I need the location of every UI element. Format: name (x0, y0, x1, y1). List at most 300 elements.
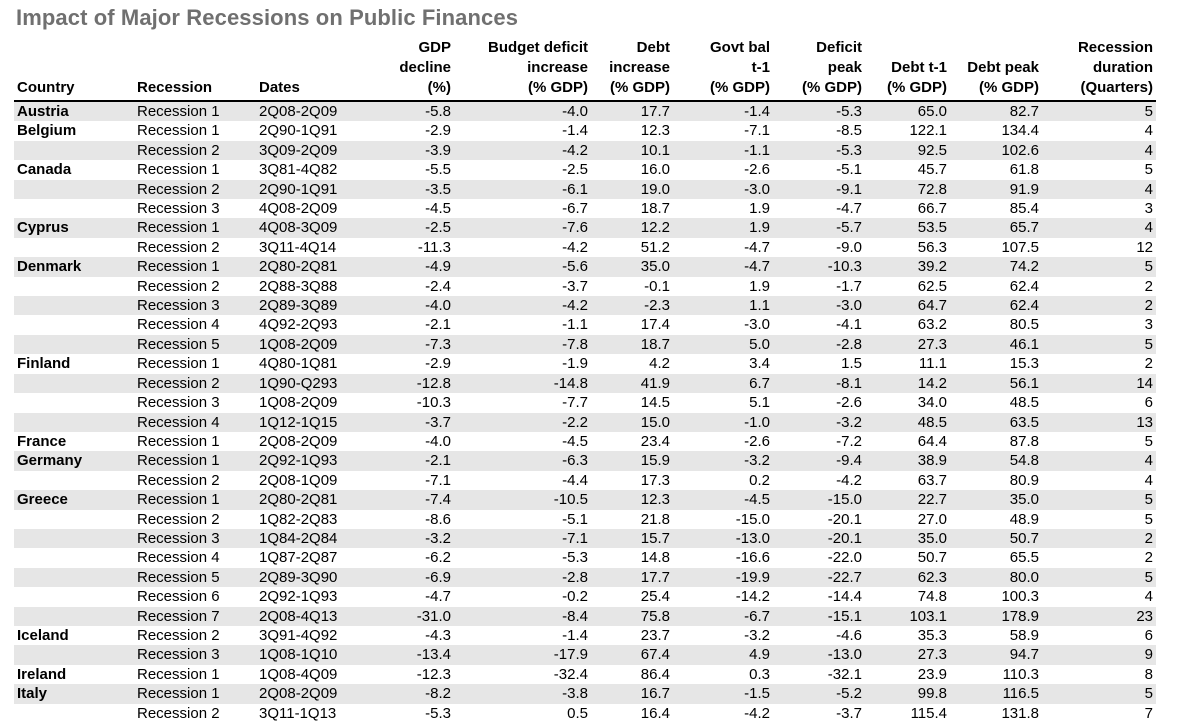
table-row (14, 684, 1156, 703)
table-row (14, 277, 1156, 296)
value-cell: 134.4 (950, 121, 1042, 140)
value-cell: -2.6 (773, 393, 865, 412)
value-cell: -6.2 (374, 548, 454, 567)
value-cell: -1.1 (673, 141, 773, 160)
value-cell: 4.9 (673, 645, 773, 664)
value-cell: -9.1 (773, 180, 865, 199)
country-cell (14, 548, 134, 567)
column-header-line: Dates (259, 79, 300, 96)
dates-cell: 4Q08-2Q09 (256, 199, 374, 218)
value-cell: 2 (1042, 296, 1156, 315)
table-row (14, 510, 1156, 529)
recession-cell: Recession 2 (134, 277, 256, 296)
value-cell: 12 (1042, 238, 1156, 257)
country-cell: Finland (14, 354, 134, 373)
table-row (14, 471, 1156, 490)
dates-cell: 1Q08-2Q09 (256, 393, 374, 412)
value-cell: -2.6 (673, 160, 773, 179)
recession-cell: Recession 3 (134, 645, 256, 664)
country-cell (14, 238, 134, 257)
value-cell: -2.9 (374, 354, 454, 373)
recession-cell: Recession 6 (134, 587, 256, 606)
value-cell: -14.8 (454, 374, 591, 393)
value-cell: -4.5 (454, 432, 591, 451)
value-cell: -3.2 (673, 626, 773, 645)
value-cell: -7.1 (374, 471, 454, 490)
value-cell: -3.7 (773, 704, 865, 723)
value-cell: 110.3 (950, 665, 1042, 684)
header-row (14, 38, 1156, 101)
value-cell: -17.9 (454, 645, 591, 664)
value-cell: 63.7 (865, 471, 950, 490)
table-row (14, 335, 1156, 354)
table-row (14, 451, 1156, 470)
recession-cell: Recession 1 (134, 160, 256, 179)
recession-cell: Recession 2 (134, 471, 256, 490)
recession-cell: Recession 1 (134, 432, 256, 451)
country-cell: Belgium (14, 121, 134, 140)
value-cell: 38.9 (865, 451, 950, 470)
value-cell: -3.7 (374, 413, 454, 432)
value-cell: 86.4 (591, 665, 673, 684)
value-cell: 64.7 (865, 296, 950, 315)
country-cell (14, 315, 134, 334)
value-cell: -12.3 (374, 665, 454, 684)
value-cell: -9.0 (773, 238, 865, 257)
value-cell: -4.2 (454, 296, 591, 315)
value-cell: -5.6 (454, 257, 591, 276)
value-cell: 61.8 (950, 160, 1042, 179)
value-cell: 131.8 (950, 704, 1042, 723)
value-cell: 18.7 (591, 335, 673, 354)
dates-cell: 1Q08-1Q10 (256, 645, 374, 664)
value-cell: 64.4 (865, 432, 950, 451)
value-cell: 48.5 (865, 413, 950, 432)
value-cell: -6.3 (454, 451, 591, 470)
column-header-line: (% GDP) (979, 79, 1039, 96)
value-cell: -3.2 (673, 451, 773, 470)
value-cell: 9 (1042, 645, 1156, 664)
value-cell: 0.3 (673, 665, 773, 684)
column-header-line: (% GDP) (802, 79, 862, 96)
dates-cell: 4Q92-2Q93 (256, 315, 374, 334)
value-cell: 23.4 (591, 432, 673, 451)
column-header-line: (% GDP) (610, 79, 670, 96)
column-header-line: (%) (427, 79, 451, 96)
value-cell: -6.7 (454, 199, 591, 218)
country-cell: Iceland (14, 626, 134, 645)
value-cell: 2 (1042, 277, 1156, 296)
value-cell: 14.2 (865, 374, 950, 393)
value-cell: -20.1 (773, 510, 865, 529)
column-header-line: Deficit (816, 39, 862, 56)
dates-cell: 1Q87-2Q87 (256, 548, 374, 567)
table-row (14, 704, 1156, 723)
value-cell: 116.5 (950, 684, 1042, 703)
value-cell: 11.1 (865, 354, 950, 373)
value-cell: -15.1 (773, 607, 865, 626)
table-row (14, 529, 1156, 548)
recession-cell: Recession 3 (134, 393, 256, 412)
value-cell: 16.0 (591, 160, 673, 179)
table-row (14, 645, 1156, 664)
country-cell (14, 277, 134, 296)
dates-cell: 1Q90-Q293 (256, 374, 374, 393)
value-cell: 50.7 (950, 529, 1042, 548)
country-cell: Canada (14, 160, 134, 179)
value-cell: -6.7 (673, 607, 773, 626)
value-cell: 56.3 (865, 238, 950, 257)
value-cell: -4.2 (454, 238, 591, 257)
value-cell: 14 (1042, 374, 1156, 393)
value-cell: 2 (1042, 354, 1156, 373)
value-cell: 23 (1042, 607, 1156, 626)
value-cell: 46.1 (950, 335, 1042, 354)
recession-cell: Recession 4 (134, 413, 256, 432)
dates-cell: 1Q82-2Q83 (256, 510, 374, 529)
value-cell: 1.1 (673, 296, 773, 315)
country-cell: Italy (14, 684, 134, 703)
value-cell: 56.1 (950, 374, 1042, 393)
recession-cell: Recession 1 (134, 121, 256, 140)
value-cell: 17.4 (591, 315, 673, 334)
value-cell: 16.4 (591, 704, 673, 723)
recession-cell: Recession 7 (134, 607, 256, 626)
value-cell: 35.0 (591, 257, 673, 276)
dates-cell: 3Q11-1Q13 (256, 704, 374, 723)
dates-cell: 2Q92-1Q93 (256, 587, 374, 606)
dates-cell: 1Q12-1Q15 (256, 413, 374, 432)
value-cell: 82.7 (950, 101, 1042, 121)
recession-cell: Recession 2 (134, 238, 256, 257)
column-header-line: Debt t-1 (891, 59, 947, 76)
dates-cell: 4Q08-3Q09 (256, 218, 374, 237)
value-cell: -19.9 (673, 568, 773, 587)
table-row (14, 238, 1156, 257)
value-cell: -20.1 (773, 529, 865, 548)
value-cell: 0.5 (454, 704, 591, 723)
recession-cell: Recession 2 (134, 626, 256, 645)
table-row (14, 315, 1156, 334)
value-cell: 54.8 (950, 451, 1042, 470)
value-cell: 1.9 (673, 277, 773, 296)
value-cell: 92.5 (865, 141, 950, 160)
value-cell: -7.7 (454, 393, 591, 412)
value-cell: -1.4 (673, 101, 773, 121)
value-cell: -1.5 (673, 684, 773, 703)
column-header (374, 38, 454, 101)
value-cell: -5.2 (773, 684, 865, 703)
value-cell: -2.4 (374, 277, 454, 296)
column-header-line: Recession (137, 79, 213, 96)
value-cell: -7.4 (374, 490, 454, 509)
value-cell: 87.8 (950, 432, 1042, 451)
value-cell: -13.0 (673, 529, 773, 548)
value-cell: 10.1 (591, 141, 673, 160)
value-cell: -7.6 (454, 218, 591, 237)
table-row (14, 141, 1156, 160)
value-cell: 5 (1042, 335, 1156, 354)
recession-cell: Recession 1 (134, 665, 256, 684)
table-row (14, 548, 1156, 567)
value-cell: 35.0 (865, 529, 950, 548)
table-row (14, 587, 1156, 606)
value-cell: -5.3 (773, 141, 865, 160)
value-cell: 58.9 (950, 626, 1042, 645)
value-cell: -3.8 (454, 684, 591, 703)
recession-cell: Recession 2 (134, 180, 256, 199)
recession-cell: Recession 3 (134, 199, 256, 218)
value-cell: 39.2 (865, 257, 950, 276)
dates-cell: 1Q84-2Q84 (256, 529, 374, 548)
value-cell: -14.2 (673, 587, 773, 606)
column-header (773, 38, 865, 101)
value-cell: 4 (1042, 141, 1156, 160)
column-header-line: duration (1093, 59, 1153, 76)
value-cell: 23.9 (865, 665, 950, 684)
value-cell: 107.5 (950, 238, 1042, 257)
country-cell: Cyprus (14, 218, 134, 237)
value-cell: 12.3 (591, 121, 673, 140)
value-cell: -13.4 (374, 645, 454, 664)
value-cell: 21.8 (591, 510, 673, 529)
value-cell: -2.5 (374, 218, 454, 237)
table-row (14, 413, 1156, 432)
recession-cell: Recession 2 (134, 704, 256, 723)
value-cell: 5 (1042, 257, 1156, 276)
value-cell: -8.5 (773, 121, 865, 140)
value-cell: 19.0 (591, 180, 673, 199)
recession-cell: Recession 1 (134, 257, 256, 276)
value-cell: 74.2 (950, 257, 1042, 276)
value-cell: -22.0 (773, 548, 865, 567)
value-cell: 14.8 (591, 548, 673, 567)
column-header-line: (% GDP) (710, 79, 770, 96)
column-header-line: (% GDP) (528, 79, 588, 96)
country-cell (14, 645, 134, 664)
value-cell: 63.5 (950, 413, 1042, 432)
value-cell: -2.8 (454, 568, 591, 587)
table-row (14, 393, 1156, 412)
value-cell: -5.8 (374, 101, 454, 121)
value-cell: 22.7 (865, 490, 950, 509)
value-cell: 35.0 (950, 490, 1042, 509)
value-cell: -2.5 (454, 160, 591, 179)
value-cell: 66.7 (865, 199, 950, 218)
column-header-line: GDP (418, 39, 451, 56)
dates-cell: 3Q11-4Q14 (256, 238, 374, 257)
value-cell: -32.4 (454, 665, 591, 684)
value-cell: 5.1 (673, 393, 773, 412)
country-cell (14, 510, 134, 529)
value-cell: 3 (1042, 315, 1156, 334)
table-row (14, 121, 1156, 140)
value-cell: -16.6 (673, 548, 773, 567)
column-header-line: (% GDP) (887, 79, 947, 96)
dates-cell: 2Q08-4Q13 (256, 607, 374, 626)
country-cell: Denmark (14, 257, 134, 276)
column-header (14, 38, 134, 101)
value-cell: 5 (1042, 568, 1156, 587)
value-cell: -9.4 (773, 451, 865, 470)
column-header (134, 38, 256, 101)
value-cell: -7.2 (773, 432, 865, 451)
value-cell: -3.7 (454, 277, 591, 296)
recession-cell: Recession 2 (134, 374, 256, 393)
value-cell: -7.3 (374, 335, 454, 354)
value-cell: -8.4 (454, 607, 591, 626)
table-row (14, 160, 1156, 179)
table-row (14, 665, 1156, 684)
column-header-line: Debt (636, 39, 670, 56)
recession-cell: Recession 1 (134, 354, 256, 373)
country-cell (14, 141, 134, 160)
column-header (950, 38, 1042, 101)
value-cell: -5.7 (773, 218, 865, 237)
value-cell: -22.7 (773, 568, 865, 587)
value-cell: 3.4 (673, 354, 773, 373)
recession-cell: Recession 1 (134, 684, 256, 703)
value-cell: -1.4 (454, 626, 591, 645)
value-cell: 2 (1042, 548, 1156, 567)
dates-cell: 3Q81-4Q82 (256, 160, 374, 179)
value-cell: 103.1 (865, 607, 950, 626)
value-cell: -6.9 (374, 568, 454, 587)
value-cell: 4.2 (591, 354, 673, 373)
dates-cell: 2Q80-2Q81 (256, 257, 374, 276)
country-cell (14, 296, 134, 315)
dates-cell: 3Q91-4Q92 (256, 626, 374, 645)
country-cell: Greece (14, 490, 134, 509)
value-cell: 5.0 (673, 335, 773, 354)
country-cell (14, 471, 134, 490)
value-cell: -4.2 (454, 141, 591, 160)
dates-cell: 3Q09-2Q09 (256, 141, 374, 160)
recession-cell: Recession 3 (134, 296, 256, 315)
value-cell: 91.9 (950, 180, 1042, 199)
value-cell: -2.8 (773, 335, 865, 354)
value-cell: 62.4 (950, 277, 1042, 296)
country-cell (14, 529, 134, 548)
value-cell: 18.7 (591, 199, 673, 218)
value-cell: 6 (1042, 626, 1156, 645)
value-cell: -4.1 (773, 315, 865, 334)
table-row (14, 490, 1156, 509)
table-row (14, 607, 1156, 626)
dates-cell: 4Q80-1Q81 (256, 354, 374, 373)
value-cell: -1.4 (454, 121, 591, 140)
dates-cell: 2Q80-2Q81 (256, 490, 374, 509)
value-cell: 99.8 (865, 684, 950, 703)
page-title: Impact of Major Recessions on Public Finances (16, 5, 519, 30)
value-cell: -3.5 (374, 180, 454, 199)
recession-cell: Recession 1 (134, 218, 256, 237)
value-cell: -4.0 (374, 296, 454, 315)
value-cell: 48.9 (950, 510, 1042, 529)
value-cell: -10.3 (374, 393, 454, 412)
value-cell: -4.5 (673, 490, 773, 509)
value-cell: -5.3 (773, 101, 865, 121)
dates-cell: 2Q08-2Q09 (256, 432, 374, 451)
value-cell: -10.5 (454, 490, 591, 509)
value-cell: 80.5 (950, 315, 1042, 334)
dates-cell: 2Q92-1Q93 (256, 451, 374, 470)
value-cell: 48.5 (950, 393, 1042, 412)
value-cell: 27.3 (865, 335, 950, 354)
country-cell (14, 413, 134, 432)
value-cell: 3 (1042, 199, 1156, 218)
value-cell: 13 (1042, 413, 1156, 432)
value-cell: 53.5 (865, 218, 950, 237)
value-cell: 5 (1042, 684, 1156, 703)
value-cell: -32.1 (773, 665, 865, 684)
country-cell (14, 587, 134, 606)
value-cell: 85.4 (950, 199, 1042, 218)
table-row (14, 180, 1156, 199)
value-cell: 74.8 (865, 587, 950, 606)
value-cell: -14.4 (773, 587, 865, 606)
value-cell: 41.9 (591, 374, 673, 393)
column-header-line: Recession (1077, 39, 1153, 56)
value-cell: 75.8 (591, 607, 673, 626)
value-cell: -0.1 (591, 277, 673, 296)
column-header (865, 38, 950, 101)
value-cell: -2.1 (374, 451, 454, 470)
table-row (14, 218, 1156, 237)
country-cell (14, 199, 134, 218)
table-row (14, 568, 1156, 587)
dates-cell: 2Q08-2Q09 (256, 684, 374, 703)
column-header (256, 38, 374, 101)
value-cell: 50.7 (865, 548, 950, 567)
dates-cell: 2Q08-1Q09 (256, 471, 374, 490)
table-body (14, 101, 1156, 723)
value-cell: 65.5 (950, 548, 1042, 567)
value-cell: 23.7 (591, 626, 673, 645)
country-cell: Austria (14, 101, 134, 121)
value-cell: -5.1 (454, 510, 591, 529)
value-cell: 15.7 (591, 529, 673, 548)
value-cell: -15.0 (673, 510, 773, 529)
country-cell: Ireland (14, 665, 134, 684)
value-cell: -1.9 (454, 354, 591, 373)
column-header-line: (Quarters) (1080, 79, 1153, 96)
value-cell: 5 (1042, 510, 1156, 529)
value-cell: -5.1 (773, 160, 865, 179)
value-cell: 67.4 (591, 645, 673, 664)
value-cell: 102.6 (950, 141, 1042, 160)
value-cell: 5 (1042, 160, 1156, 179)
value-cell: 8 (1042, 665, 1156, 684)
value-cell: 17.3 (591, 471, 673, 490)
table-row (14, 257, 1156, 276)
table-row (14, 296, 1156, 315)
column-header-line: increase (609, 59, 670, 76)
column-header-line: decline (399, 59, 451, 76)
value-cell: -4.6 (773, 626, 865, 645)
value-cell: -4.0 (374, 432, 454, 451)
dates-cell: 2Q88-3Q88 (256, 277, 374, 296)
column-header-line: Country (17, 79, 75, 96)
value-cell: 4 (1042, 121, 1156, 140)
country-cell (14, 568, 134, 587)
value-cell: 14.5 (591, 393, 673, 412)
value-cell: -3.0 (673, 180, 773, 199)
value-cell: 17.7 (591, 101, 673, 121)
value-cell: 2 (1042, 529, 1156, 548)
value-cell: 25.4 (591, 587, 673, 606)
recession-cell: Recession 2 (134, 510, 256, 529)
